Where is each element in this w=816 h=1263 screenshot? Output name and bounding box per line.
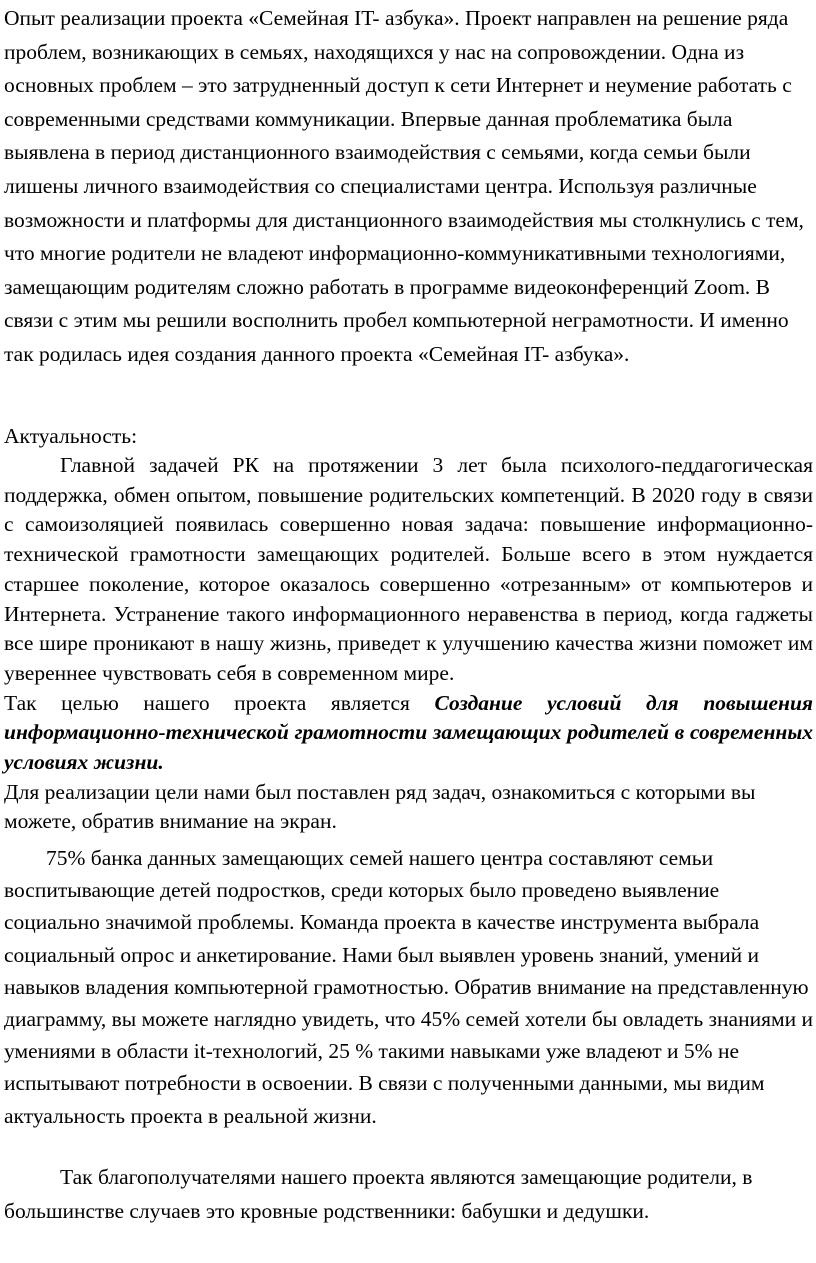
beneficiaries-section: [4, 1160, 813, 1228]
goal-emphasis: Создание условий для повышения информационно-технической грамотности замещающих родителей в современных условиях жизни.: [4, 690, 813, 775]
intro-paragraph: Опыт реализации проекта «Семейная IT- азбука». Проект направлен на решение ряда проблем, возникающих в семьях, находящихся у нас на сопровождении. Одна из основных проблем – это затрудненный доступ к сети Интернет и неумение работать с современными средствами коммуникации. Впервые данная проблематика была выявлена в период дистанционного взаимодействия с семьями, когда семьи были лишены личного взаимодействия со специалистами центра. Используя различные возможности и платформы для дистанционного взаимодействия мы столкнулись с тем, что многие родители не владеют информационно-коммуникативными технологиями, замещающим родителям сложно работать в программе видеоконференций Zoom. В связи с этим мы решили восполнить пробел компьютерной неграмотности. И именно так родилась идея создания данного проекта «Семейная IT- азбука».: [4, 6, 804, 366]
relevance-heading: Актуальность:: [4, 424, 138, 448]
tasks-paragraph: Для реализации цели нами был поставлен ряд задач, ознакомиться с которыми вы можете, обратив внимание на экран.: [4, 779, 756, 834]
beneficiaries-paragraph: Так благополучателями нашего проекта являются замещающие родители, в большинстве случаев это кровные родственники: бабушки и дедушки.: [4, 1165, 753, 1223]
survey-section: [4, 842, 813, 1132]
relevance-paragraph: Главной задачей РК на протяжении 3 лет была психолого-педдагогическая поддержка, обмен опытом, повышение родительских компетенций. В 2020 году в связи с самоизоляцией появилась совершенно новая задача: повышение информационно-технической грамотности замещающих родителей. Больше всего в этом нуждается старшее поколение, которое оказалось совершенно «отрезанным» от компьютеров и Интернета. Устранение такого информационного неравенства в период, когда гаджеты все шире проникают в нашу жизнь, приведет к улучшению качества жизни поможет им увереннее чувствовать себя в современном мире.: [4, 453, 813, 685]
goal-prefix: Так целью нашего проекта является: [4, 690, 435, 715]
relevance-section: [4, 451, 813, 837]
goal-paragraph: [4, 689, 813, 778]
survey-paragraph: 75% банка данных замещающих семей нашего центра составляют семьи воспитывающие детей подростков, среди которых было проведено выявление социально значимой проблемы. Команда проекта в качестве инструмента выбрала социальный опрос и анкетирование. Нами был выявлен уровень знаний, умений и навыков владения компьютерной грамотностью. Обратив внимание на представленную диаграмму, вы можете наглядно увидеть, что 45% семей хотели бы овладеть знаниями и умениями в области it-технологий, 25 % такими навыками уже владеют и 5% не испытывают потребности в освоении. В связи с полученными данными, мы видим актуальность проекта в реальной жизни.: [4, 846, 813, 1128]
